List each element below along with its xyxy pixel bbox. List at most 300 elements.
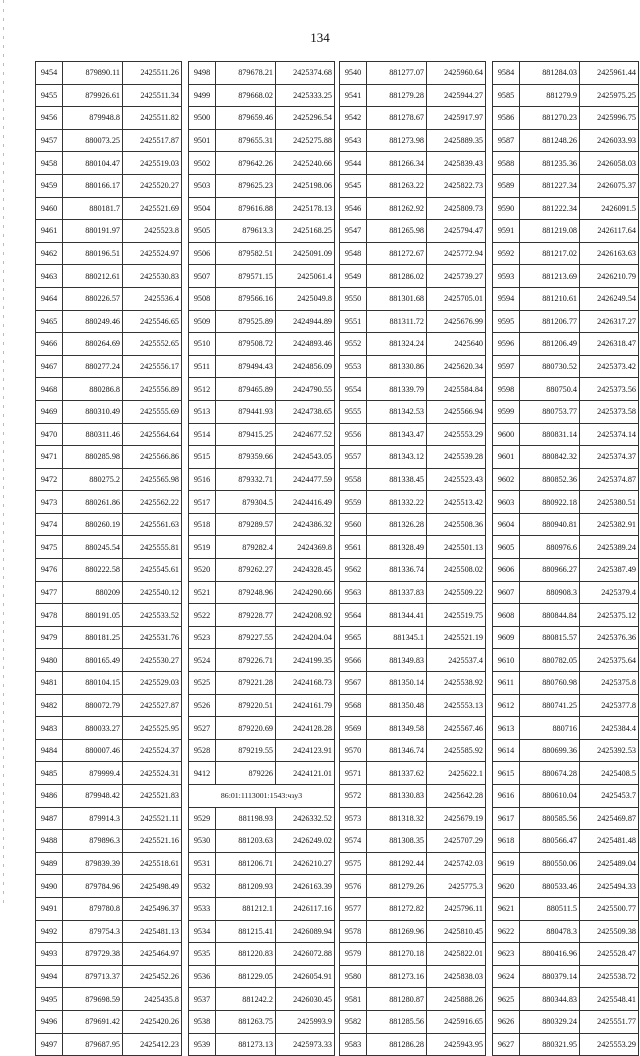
y-coordinate-cell: 2425509.38: [580, 920, 639, 943]
x-coordinate-cell: 880478.3: [520, 920, 580, 943]
x-coordinate-cell: 881330.83: [367, 785, 427, 808]
table-row: [189, 897, 335, 920]
table-row: [189, 378, 335, 401]
y-coordinate-cell: 2426072.88: [276, 943, 335, 966]
coordinates-table-3: [339, 61, 486, 1056]
x-coordinate-cell: 881308.35: [367, 830, 427, 853]
y-coordinate-cell: 2426163.39: [276, 875, 335, 898]
x-coordinate-cell: 881206.77: [520, 310, 580, 333]
table-row: [189, 536, 335, 559]
point-number-cell: 9541: [340, 84, 367, 107]
table-row: [340, 220, 486, 243]
x-coordinate-cell: 879655.31: [216, 129, 276, 152]
y-coordinate-cell: 2425889.35: [427, 129, 486, 152]
x-coordinate-cell: 879839.39: [63, 852, 123, 875]
point-number-cell: 9600: [493, 423, 520, 446]
y-coordinate-cell: 2425548.41: [580, 988, 639, 1011]
point-number-cell: 9624: [493, 965, 520, 988]
table-row: [189, 920, 335, 943]
y-coordinate-cell: 2426058.03: [580, 152, 639, 175]
y-coordinate-cell: 2425584.84: [427, 378, 486, 401]
table-row: [36, 468, 182, 491]
x-coordinate-cell: 880286.8: [63, 378, 123, 401]
x-coordinate-cell: 881324.24: [367, 333, 427, 356]
x-coordinate-cell: 881279.26: [367, 875, 427, 898]
table-row: [36, 626, 182, 649]
table-row: [36, 943, 182, 966]
point-number-cell: 9556: [340, 423, 367, 446]
y-coordinate-cell: 2425382.91: [580, 513, 639, 536]
x-coordinate-cell: 879332.71: [216, 468, 276, 491]
table-row: [340, 852, 486, 875]
table-row: [189, 265, 335, 288]
point-number-cell: 9548: [340, 242, 367, 265]
point-number-cell: 9497: [36, 1033, 63, 1056]
table-row: [493, 491, 639, 514]
x-coordinate-cell: 880815.57: [520, 626, 580, 649]
table-row: [189, 62, 335, 85]
point-number-cell: 9469: [36, 400, 63, 423]
y-coordinate-cell: 2425561.63: [123, 513, 182, 536]
point-number-cell: 9500: [189, 107, 216, 130]
x-coordinate-cell: 880181.7: [63, 197, 123, 220]
x-coordinate-cell: 879713.37: [63, 965, 123, 988]
point-number-cell: 9557: [340, 446, 367, 469]
x-coordinate-cell: 880165.49: [63, 649, 123, 672]
point-number-cell: 9590: [493, 197, 520, 220]
table-row: [36, 242, 182, 265]
y-coordinate-cell: 2425511.34: [123, 84, 182, 107]
table-row: [36, 220, 182, 243]
x-coordinate-cell: 879262.27: [216, 559, 276, 582]
x-coordinate-cell: 880730.52: [520, 355, 580, 378]
point-number-cell: 9492: [36, 920, 63, 943]
table-row: [340, 581, 486, 604]
x-coordinate-cell: 880533.46: [520, 875, 580, 898]
point-number-cell: 9538: [189, 1010, 216, 1033]
x-coordinate-cell: 881328.49: [367, 536, 427, 559]
table-row: [493, 581, 639, 604]
point-number-cell: 9579: [340, 943, 367, 966]
point-number-cell: 9508: [189, 287, 216, 310]
y-coordinate-cell: 2425996.75: [580, 107, 639, 130]
y-coordinate-cell: 2425374.87: [580, 468, 639, 491]
table-row: [36, 355, 182, 378]
y-coordinate-cell: 2425551.77: [580, 1010, 639, 1033]
y-coordinate-cell: 2426117.16: [276, 897, 335, 920]
x-coordinate-cell: 879948.42: [63, 785, 123, 808]
table-row: [189, 287, 335, 310]
x-coordinate-cell: 880310.49: [63, 400, 123, 423]
table-row: [493, 897, 639, 920]
y-coordinate-cell: 2424477.59: [276, 468, 335, 491]
table-row: [36, 717, 182, 740]
y-coordinate-cell: 2425275.88: [276, 129, 335, 152]
point-number-cell: 9575: [340, 852, 367, 875]
y-coordinate-cell: 2426249.02: [276, 830, 335, 853]
y-coordinate-cell: 2425375.12: [580, 604, 639, 627]
y-coordinate-cell: 2424677.52: [276, 423, 335, 446]
y-coordinate-cell: 2425556.89: [123, 378, 182, 401]
y-coordinate-cell: 2425916.65: [427, 1010, 486, 1033]
point-number-cell: 9561: [340, 536, 367, 559]
y-coordinate-cell: 2425539.28: [427, 446, 486, 469]
y-coordinate-cell: 2425676.99: [427, 310, 486, 333]
point-number-cell: 9482: [36, 694, 63, 717]
x-coordinate-cell: 880072.79: [63, 694, 123, 717]
y-coordinate-cell: 2425530.27: [123, 649, 182, 672]
y-coordinate-cell: 2425452.26: [123, 965, 182, 988]
x-coordinate-cell: 881343.12: [367, 446, 427, 469]
x-coordinate-cell: 881265.98: [367, 220, 427, 243]
table-row: [340, 739, 486, 762]
y-coordinate-cell: 2425993.9: [276, 1010, 335, 1033]
point-number-cell: 9586: [493, 107, 520, 130]
table-row: [36, 604, 182, 627]
x-coordinate-cell: 881278.67: [367, 107, 427, 130]
y-coordinate-cell: 2425061.4: [276, 265, 335, 288]
y-coordinate-cell: 2425943.95: [427, 1033, 486, 1056]
point-number-cell: 9616: [493, 785, 520, 808]
point-number-cell: 9595: [493, 310, 520, 333]
table-row: [189, 197, 335, 220]
x-coordinate-cell: 880191.05: [63, 604, 123, 627]
x-coordinate-cell: 879948.8: [63, 107, 123, 130]
table-row: [493, 807, 639, 830]
point-number-cell: 9516: [189, 468, 216, 491]
point-number-cell: 9597: [493, 355, 520, 378]
table-row: [340, 536, 486, 559]
point-number-cell: 9615: [493, 762, 520, 785]
point-number-cell: 9458: [36, 152, 63, 175]
table-row: [189, 852, 335, 875]
table-row: [493, 355, 639, 378]
table-row: [36, 400, 182, 423]
point-number-cell: 9617: [493, 807, 520, 830]
point-number-cell: 9612: [493, 694, 520, 717]
table-row: [340, 287, 486, 310]
x-coordinate-cell: 879687.95: [63, 1033, 123, 1056]
x-coordinate-cell: 881338.45: [367, 468, 427, 491]
point-number-cell: 9462: [36, 242, 63, 265]
y-coordinate-cell: 2425508.02: [427, 559, 486, 582]
table-row: [189, 84, 335, 107]
table-row: [189, 174, 335, 197]
y-coordinate-cell: 2425562.22: [123, 491, 182, 514]
table-row: [493, 174, 639, 197]
point-number-cell: 9533: [189, 897, 216, 920]
table-row: [340, 920, 486, 943]
point-number-cell: 9537: [189, 988, 216, 1011]
y-coordinate-cell: 2425521.83: [123, 785, 182, 808]
y-coordinate-cell: 2425387.49: [580, 559, 639, 582]
x-coordinate-cell: 881203.63: [216, 830, 276, 853]
table-row: [493, 400, 639, 423]
point-number-cell: 9519: [189, 536, 216, 559]
x-coordinate-cell: 881350.14: [367, 672, 427, 695]
y-coordinate-cell: 2424121.01: [276, 762, 335, 785]
x-coordinate-cell: 881285.56: [367, 1010, 427, 1033]
x-coordinate-cell: 879582.51: [216, 242, 276, 265]
table-row: [493, 852, 639, 875]
point-number-cell: 9581: [340, 988, 367, 1011]
y-coordinate-cell: 2425553.29: [427, 423, 486, 446]
point-number-cell: 9456: [36, 107, 63, 130]
y-coordinate-cell: 2425511.26: [123, 62, 182, 85]
point-number-cell: 9488: [36, 830, 63, 853]
table-row: [36, 785, 182, 808]
point-number-cell: 9549: [340, 265, 367, 288]
table-row: [340, 242, 486, 265]
y-coordinate-cell: 2425469.87: [580, 807, 639, 830]
point-number-cell: 9507: [189, 265, 216, 288]
x-coordinate-cell: 880007.46: [63, 739, 123, 762]
point-number-cell: 9587: [493, 129, 520, 152]
x-coordinate-cell: 881212.1: [216, 897, 276, 920]
point-number-cell: 9622: [493, 920, 520, 943]
x-coordinate-cell: 881209.93: [216, 875, 276, 898]
point-number-cell: 9459: [36, 174, 63, 197]
point-number-cell: 9493: [36, 943, 63, 966]
point-number-cell: 9504: [189, 197, 216, 220]
x-coordinate-cell: 879289.57: [216, 513, 276, 536]
point-number-cell: 9582: [340, 1010, 367, 1033]
point-number-cell: 9530: [189, 830, 216, 853]
x-coordinate-cell: 879227.55: [216, 626, 276, 649]
y-coordinate-cell: 2425377.8: [580, 694, 639, 717]
x-coordinate-cell: 881273.16: [367, 965, 427, 988]
y-coordinate-cell: 2425888.26: [427, 988, 486, 1011]
table-row: [493, 265, 639, 288]
table-row: [340, 355, 486, 378]
x-coordinate-cell: 879359.66: [216, 446, 276, 469]
table-row: [36, 988, 182, 1011]
point-number-cell: 9596: [493, 333, 520, 356]
point-number-cell: 9524: [189, 649, 216, 672]
y-coordinate-cell: 2424168.73: [276, 672, 335, 695]
x-coordinate-cell: 881284.03: [520, 62, 580, 85]
point-number-cell: 9562: [340, 559, 367, 582]
y-coordinate-cell: 2425566.94: [427, 400, 486, 423]
x-coordinate-cell: 879691.42: [63, 1010, 123, 1033]
x-coordinate-cell: 879668.02: [216, 84, 276, 107]
y-coordinate-cell: 2425168.25: [276, 220, 335, 243]
x-coordinate-cell: 881270.23: [520, 107, 580, 130]
y-coordinate-cell: 2425810.45: [427, 920, 486, 943]
y-coordinate-cell: 2426054.91: [276, 965, 335, 988]
x-coordinate-cell: 879494.43: [216, 355, 276, 378]
table-row: [340, 1010, 486, 1033]
y-coordinate-cell: 2425622.1: [427, 762, 486, 785]
y-coordinate-cell: 2425555.69: [123, 400, 182, 423]
table-row: [189, 446, 335, 469]
point-number-cell: 9526: [189, 694, 216, 717]
x-coordinate-cell: 881342.53: [367, 400, 427, 423]
x-coordinate-cell: 880842.32: [520, 446, 580, 469]
x-coordinate-cell: 879525.89: [216, 310, 276, 333]
point-number-cell: 9528: [189, 739, 216, 762]
table-row: [340, 988, 486, 1011]
x-coordinate-cell: 879220.69: [216, 717, 276, 740]
x-coordinate-cell: 880285.98: [63, 446, 123, 469]
y-coordinate-cell: 2425564.64: [123, 423, 182, 446]
point-number-cell: 9534: [189, 920, 216, 943]
y-coordinate-cell: 2425481.13: [123, 920, 182, 943]
table-row: [189, 965, 335, 988]
x-coordinate-cell: 880277.24: [63, 355, 123, 378]
point-number-cell: 9619: [493, 852, 520, 875]
point-number-cell: 9611: [493, 672, 520, 695]
y-coordinate-cell: 2425520.27: [123, 174, 182, 197]
y-coordinate-cell: 2425464.97: [123, 943, 182, 966]
table-row: [340, 310, 486, 333]
x-coordinate-cell: 880191.97: [63, 220, 123, 243]
y-coordinate-cell: 2424790.55: [276, 378, 335, 401]
y-coordinate-cell: 2424386.32: [276, 513, 335, 536]
table-row: [36, 62, 182, 85]
point-number-cell: 9535: [189, 943, 216, 966]
y-coordinate-cell: 2425392.53: [580, 739, 639, 762]
point-number-cell: 9495: [36, 988, 63, 1011]
table-row: [189, 400, 335, 423]
y-coordinate-cell: 2425376.36: [580, 626, 639, 649]
table-row: [340, 943, 486, 966]
point-number-cell: 9583: [340, 1033, 367, 1056]
x-coordinate-cell: 880760.98: [520, 672, 580, 695]
x-coordinate-cell: 879228.77: [216, 604, 276, 627]
coordinates-table-4: [492, 61, 639, 1056]
table-row: [189, 717, 335, 740]
x-coordinate-cell: 879566.16: [216, 287, 276, 310]
table-row: [189, 220, 335, 243]
table-row: [493, 988, 639, 1011]
point-number-cell: 9623: [493, 943, 520, 966]
y-coordinate-cell: 2425379.4: [580, 581, 639, 604]
x-coordinate-cell: 881220.83: [216, 943, 276, 966]
x-coordinate-cell: 879926.61: [63, 84, 123, 107]
x-coordinate-cell: 880275.2: [63, 468, 123, 491]
x-coordinate-cell: 881286.02: [367, 265, 427, 288]
point-number-cell: 9477: [36, 581, 63, 604]
point-number-cell: 9578: [340, 920, 367, 943]
point-number-cell: 9412: [189, 762, 216, 785]
table-row: [493, 604, 639, 627]
y-coordinate-cell: 2425838.03: [427, 965, 486, 988]
x-coordinate-cell: 880852.36: [520, 468, 580, 491]
x-coordinate-cell: 879221.28: [216, 672, 276, 695]
table-row: [189, 333, 335, 356]
table-row: [493, 423, 639, 446]
x-coordinate-cell: 881343.47: [367, 423, 427, 446]
x-coordinate-cell: 881277.07: [367, 62, 427, 85]
point-number-cell: 9466: [36, 333, 63, 356]
point-number-cell: 9569: [340, 717, 367, 740]
table-row: [36, 333, 182, 356]
point-number-cell: 9560: [340, 513, 367, 536]
point-number-cell: 9564: [340, 604, 367, 627]
point-number-cell: 9576: [340, 875, 367, 898]
y-coordinate-cell: 2425500.77: [580, 897, 639, 920]
point-number-cell: 9494: [36, 965, 63, 988]
x-coordinate-cell: 879220.51: [216, 694, 276, 717]
table-row: [340, 965, 486, 988]
x-coordinate-cell: 880033.27: [63, 717, 123, 740]
table-row: [340, 807, 486, 830]
point-number-cell: 9471: [36, 446, 63, 469]
x-coordinate-cell: 881266.34: [367, 152, 427, 175]
point-number-cell: 9570: [340, 739, 367, 762]
y-coordinate-cell: 2425373.42: [580, 355, 639, 378]
point-number-cell: 9476: [36, 559, 63, 582]
point-number-cell: 9585: [493, 84, 520, 107]
table-row: [189, 875, 335, 898]
point-number-cell: 9546: [340, 197, 367, 220]
y-coordinate-cell: 2425412.23: [123, 1033, 182, 1056]
point-number-cell: 9577: [340, 897, 367, 920]
y-coordinate-cell: 2425496.37: [123, 897, 182, 920]
table-row: [340, 559, 486, 582]
table-row: [340, 468, 486, 491]
point-number-cell: 9475: [36, 536, 63, 559]
table-row: [189, 1010, 335, 1033]
table-row: [189, 762, 335, 785]
table-row: [493, 672, 639, 695]
y-coordinate-cell: 2426317.27: [580, 310, 639, 333]
point-number-cell: 9568: [340, 694, 367, 717]
x-coordinate-cell: 879754.3: [63, 920, 123, 943]
y-coordinate-cell: 2425178.13: [276, 197, 335, 220]
y-coordinate-cell: 2425809.73: [427, 197, 486, 220]
point-number-cell: 9502: [189, 152, 216, 175]
x-coordinate-cell: 879248.96: [216, 581, 276, 604]
point-number-cell: 9491: [36, 897, 63, 920]
x-coordinate-cell: 880750.4: [520, 378, 580, 401]
x-coordinate-cell: 880566.47: [520, 830, 580, 853]
point-number-cell: 9594: [493, 287, 520, 310]
x-coordinate-cell: 879999.4: [63, 762, 123, 785]
y-coordinate-cell: 2425553.29: [580, 1033, 639, 1056]
y-coordinate-cell: 2425374.37: [580, 446, 639, 469]
x-coordinate-cell: 880699.36: [520, 739, 580, 762]
table-row: [189, 513, 335, 536]
table-row: [340, 491, 486, 514]
table-row: [36, 446, 182, 469]
point-number-cell: 9598: [493, 378, 520, 401]
table-row: [36, 174, 182, 197]
table-row: [189, 739, 335, 762]
x-coordinate-cell: 879890.11: [63, 62, 123, 85]
x-coordinate-cell: 881279.9: [520, 84, 580, 107]
point-number-cell: 9506: [189, 242, 216, 265]
x-coordinate-cell: 881339.79: [367, 378, 427, 401]
table-row: [493, 649, 639, 672]
table-row: [493, 513, 639, 536]
y-coordinate-cell: 2424328.45: [276, 559, 335, 582]
table-row: [36, 265, 182, 288]
y-coordinate-cell: 2425523.8: [123, 220, 182, 243]
y-coordinate-cell: 2426318.47: [580, 333, 639, 356]
point-number-cell: 9483: [36, 717, 63, 740]
point-number-cell: 9460: [36, 197, 63, 220]
x-coordinate-cell: 879219.55: [216, 739, 276, 762]
table-row: [493, 717, 639, 740]
y-coordinate-cell: 2425524.31: [123, 762, 182, 785]
point-number-cell: 9618: [493, 830, 520, 853]
table-row: [340, 694, 486, 717]
table-row: [189, 423, 335, 446]
point-number-cell: 9614: [493, 739, 520, 762]
coordinates-table-1: [35, 61, 182, 1056]
